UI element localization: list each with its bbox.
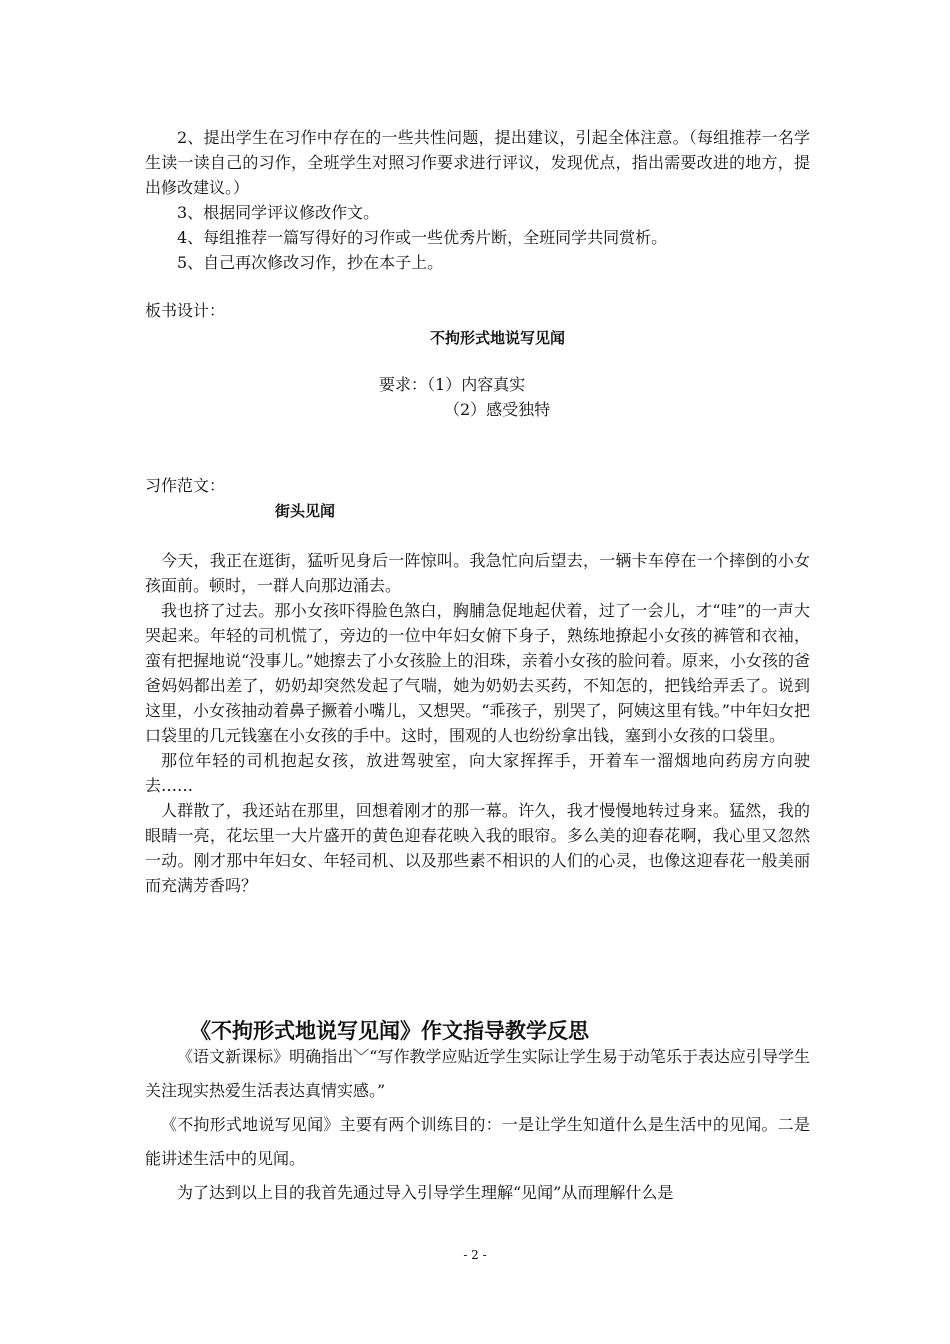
board-design-label: 板书设计： (145, 301, 226, 320)
reflection-paragraph: 为了达到以上目的我首先通过导入引导学生理解“见闻”从而理解什么是 (177, 1183, 674, 1202)
step-4: 4、每组推荐一篇写得好的习作或一些优秀片断，全班同学共同赏析。 (177, 228, 668, 247)
requirement-1: （1）内容真实 (427, 375, 526, 394)
reflection-title: 《不拘形式地说写见闻》作文指导教学反思 (190, 1019, 589, 1043)
step-2: 2、提出学生在习作中存在的一些共性问题，提出建议，引起全体注意。（每组推荐一名学生读一读自己的习作，全班学生对照习作要求进行评议，发现优点，指出需要改进的地方，提出修改建议。） (145, 128, 810, 197)
essay-paragraph: 那位年轻的司机抱起女孩，放进驾驶室，向大家挥挥手，开着车一溜烟地向药房方向驶去…… (145, 751, 810, 795)
essay-paragraph: 今天，我正在逛街，猛听见身后一阵惊叫。我急忙向后望去，一辆卡车停在一个摔倒的小女孩面前。顿时，一群人向那边涌去。 (145, 551, 810, 595)
requirement-label: 要求： (379, 375, 428, 394)
sample-essay-body (145, 548, 810, 898)
step-5: 5、自己再次修改习作，抄在本子上。 (177, 253, 444, 272)
essay-paragraph: 人群散了，我还站在那里，回想着刚才的那一幕。许久，我才慢慢地转过身来。猛然，我的眼睛一亮，花坛里一大片盛开的黄色迎春花映入我的眼帘。多么美的迎春花啊，我心里又忽然一动。刚才那中年妇女、年轻司机、以及那些素不相识的人们的心灵，也像这迎春花一般美丽而充满芳香吗？ (145, 801, 810, 895)
board-title: 不拘形式地说写见闻 (429, 329, 565, 347)
step-3: 3、根据同学评议修改作文。 (177, 203, 380, 222)
teaching-steps (145, 125, 810, 275)
requirement-2: （2）感受独特 (444, 400, 551, 419)
board-requirements (379, 374, 525, 396)
reflection-paragraph: 《语文新课标》明确指出﹀“写作教学应贴近学生实际让学生易于动笔乐于表达应引导学生关注现实热爱生活表达真情实感。” (145, 1047, 810, 1100)
page-number: - 2 - (463, 1248, 487, 1262)
sample-essay-title: 街头见闻 (275, 502, 336, 520)
sample-essay-label: 习作范文： (145, 476, 226, 495)
essay-paragraph: 我也挤了过去。那小女孩吓得脸色煞白，胸脯急促地起伏着，过了一会儿，才“哇”的一声大哭起来。年轻的司机慌了，旁边的一位中年妇女俯下身子，熟练地撩起小女孩的裤管和衣袖，蛮有把握地说“没事儿。”她擦去了小女孩脸上的泪珠，亲着小女孩的脸问着。原来，小女孩的爸爸妈妈都出差了，奶奶却突然发起了气喘，她为奶奶去买药，不知怎的，把钱给弄丢了。说到这里，小女孩抽动着鼻子撅着小嘴儿，又想哭。“乖孩子，别哭了，阿姨这里有钱。”中年妇女把口袋里的几元钱塞在小女孩的手中。这时，围观的人也纷纷拿出钱，塞到小女孩的口袋里。 (145, 601, 810, 745)
reflection-paragraph: 《不拘形式地说写见闻》主要有两个训练目的：一是让学生知道什么是生活中的见闻。二是能讲述生活中的见闻。 (145, 1115, 810, 1168)
reflection-body (145, 1040, 810, 1210)
